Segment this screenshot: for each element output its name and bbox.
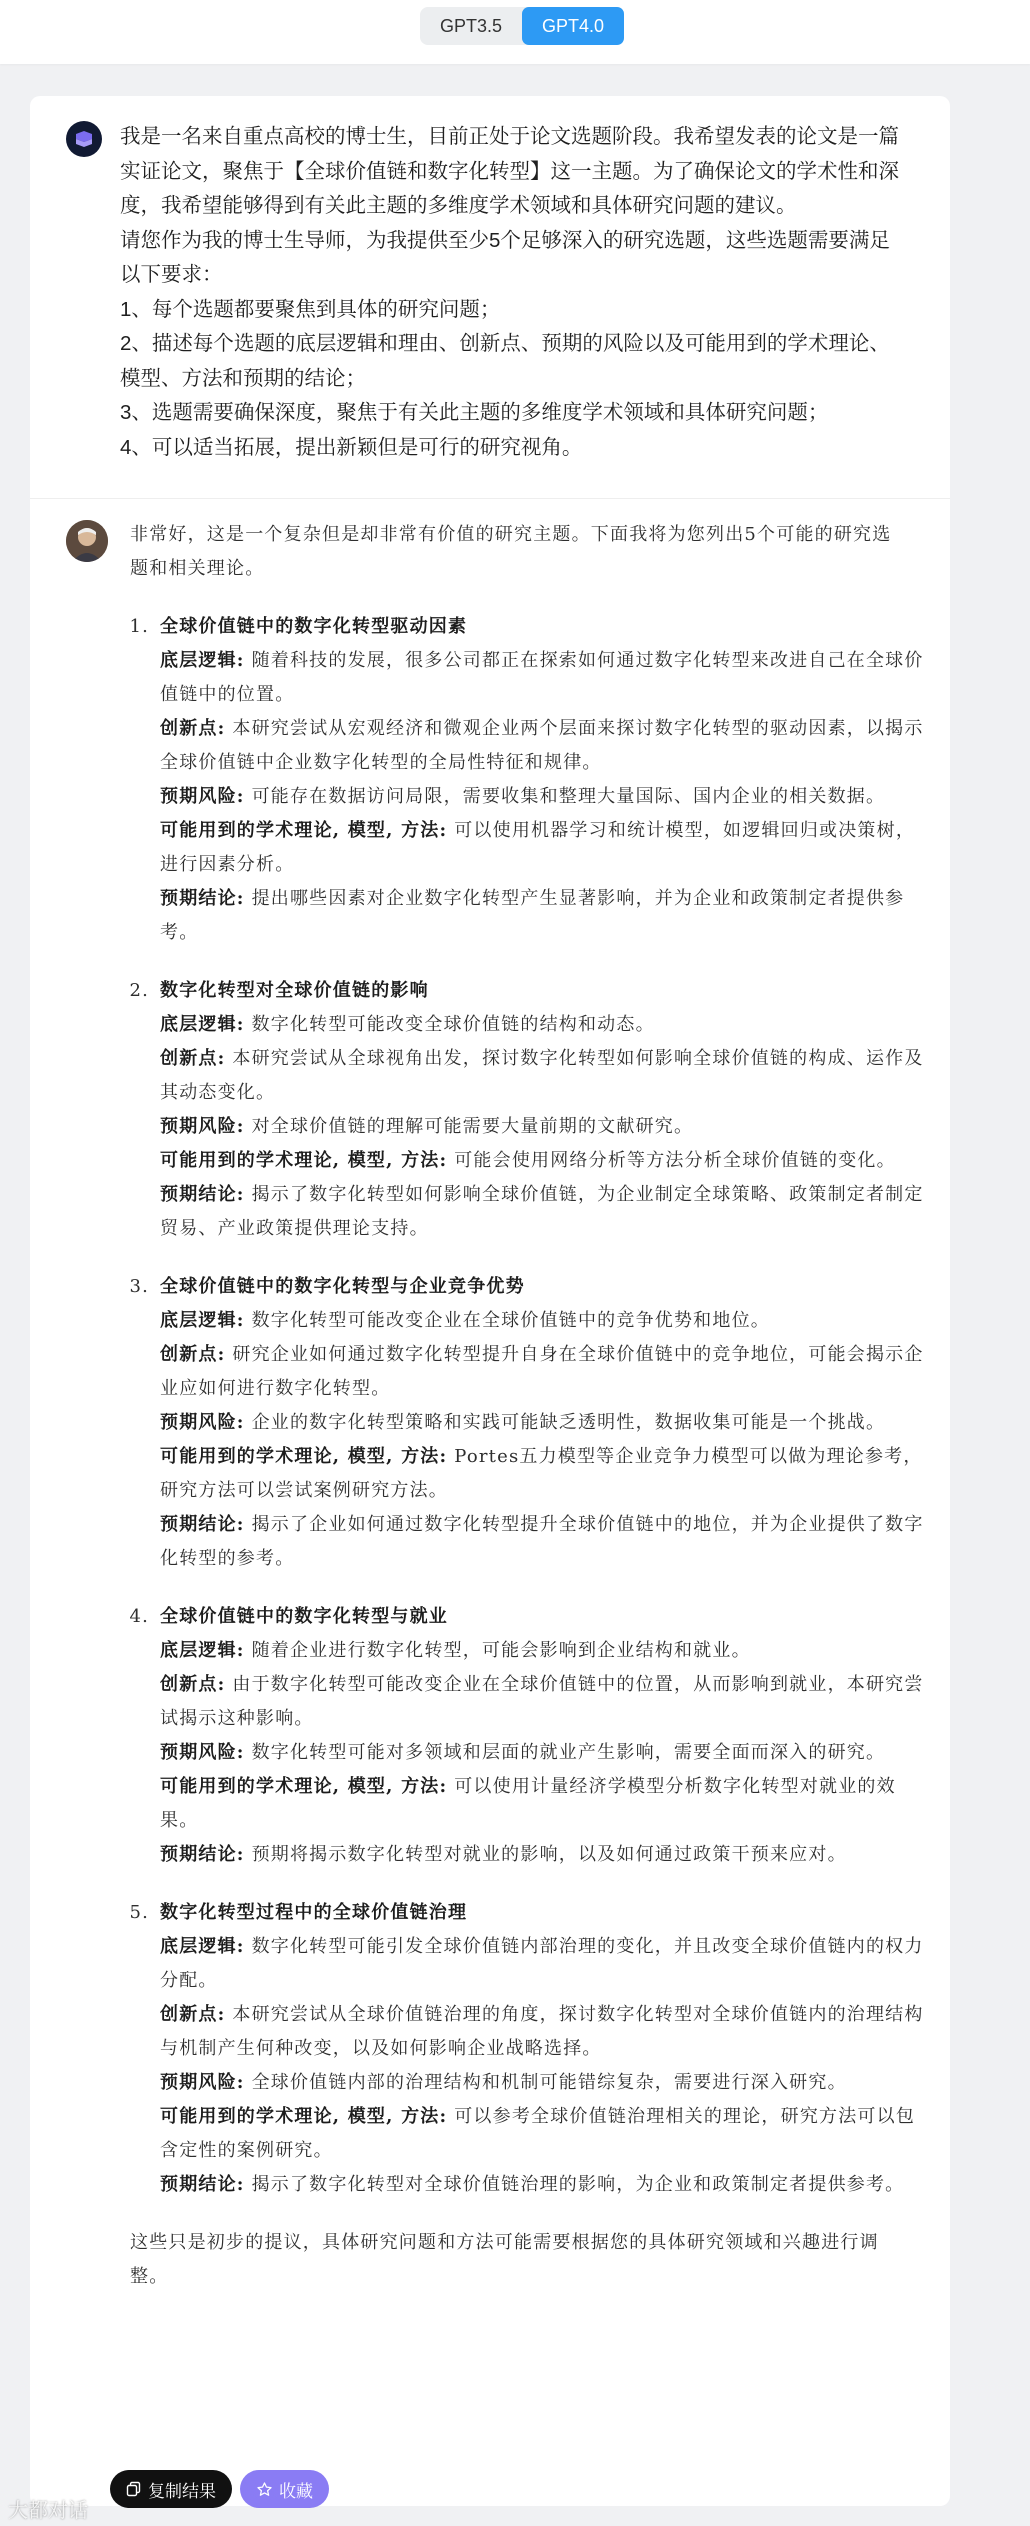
detail-label: 预期风险:	[160, 1742, 245, 1763]
detail-text: 可能会使用网络分析等方法分析全球价值链的变化。	[447, 1150, 896, 1171]
detail-text: 可能存在数据访问局限，需要收集和整理大量国际、国内企业的相关数据。	[244, 786, 886, 807]
topic-detail	[160, 814, 930, 882]
user-message-paragraph: 我是一名来自重点高校的博士生，目前正处于论文选题阶段。我希望发表的论文是一篇实证论文，聚焦于【全球价值链和数字化转型】这一主题。为了确保论文的学术性和深度，我希望能够得到有关此主题的多维度学术领域和具体研究问题的建议。	[120, 125, 899, 217]
detail-text: 揭示了数字化转型如何影响全球价值链，为企业制定全球策略、政策制定者制定贸易、产业政策提供理论支持。	[160, 1184, 924, 1239]
detail-text: 对全球价值链的理解可能需要大量前期的文献研究。	[244, 1116, 694, 1137]
topic-title: 4. 全球价值链中的数字化转型与就业	[160, 1606, 448, 1627]
model-switcher	[420, 7, 624, 45]
user-message-requirement: 1、每个选题都要聚焦到具体的研究问题；	[120, 297, 501, 321]
detail-text: Portes五力模型等企业竞争力模型可以做为理论参考，研究方法可以尝试案例研究方法。	[160, 1446, 923, 1501]
topic-detail	[160, 1338, 930, 1406]
detail-text: 由于数字化转型可能改变企业在全球价值链中的位置，从而影响到就业，本研究尝试揭示这种影响。	[160, 1674, 924, 1729]
topic-detail	[160, 1508, 930, 1576]
topic-detail	[160, 1304, 930, 1338]
detail-label: 可能用到的学术理论, 模型, 方法:	[160, 2106, 448, 2127]
user-message-requirement: 2、描述每个选题的底层逻辑和理由、创新点、预期的风险以及可能用到的学术理论、模型、方法和预期的结论；	[120, 332, 890, 390]
detail-text: 全球价值链内部的治理结构和机制可能错综复杂，需要进行深入研究。	[244, 2072, 847, 2093]
tab-gpt40[interactable]: GPT4.0	[522, 7, 624, 45]
detail-text: 数字化转型可能引发全球价值链内部治理的变化，并且改变全球价值链内的权力分配。	[160, 1936, 924, 1991]
watermark: 大都对话	[8, 2500, 88, 2522]
user-message	[120, 120, 910, 465]
detail-label: 可能用到的学术理论, 模型, 方法:	[160, 1446, 448, 1467]
user-message-paragraph: 请您作为我的博士生导师，为我提供至少5个足够深入的研究选题，这些选题需要满足以下要求：	[120, 228, 890, 286]
detail-label: 创新点:	[160, 1048, 226, 1069]
detail-text: 本研究尝试从宏观经济和微观企业两个层面来探讨数字化转型的驱动因素，以揭示全球价值链中企业数字化转型的全局性特征和规律。	[160, 718, 924, 773]
topic-detail	[160, 644, 930, 712]
topic-detail	[160, 1668, 930, 1736]
topic-detail	[160, 1736, 930, 1770]
favorite-label: 收藏	[279, 2481, 313, 2501]
detail-label: 预期结论:	[160, 1844, 245, 1865]
topic-detail	[160, 1178, 930, 1246]
favorite-button[interactable]	[240, 2470, 329, 2508]
assistant-reply	[130, 518, 930, 2294]
star-icon	[256, 2481, 273, 2498]
detail-label: 预期风险:	[160, 2072, 245, 2093]
user-message-requirement: 4、可以适当拓展，提出新颖但是可行的研究视角。	[120, 435, 583, 459]
topic-detail	[160, 1008, 930, 1042]
detail-text: 数字化转型可能改变全球价值链的结构和动态。	[244, 1014, 655, 1035]
detail-label: 预期结论:	[160, 888, 245, 909]
detail-text: 揭示了企业如何通过数字化转型提升全球价值链中的地位，并为企业提供了数字化转型的参考。	[160, 1514, 924, 1569]
detail-label: 底层逻辑:	[160, 650, 245, 671]
detail-label: 预期结论:	[160, 1514, 245, 1535]
topic-item	[156, 1896, 930, 2202]
detail-label: 创新点:	[160, 718, 226, 739]
detail-text: 企业的数字化转型策略和实践可能缺乏透明性，数据收集可能是一个挑战。	[244, 1412, 886, 1433]
topic-detail	[160, 2100, 930, 2168]
detail-text: 揭示了数字化转型对全球价值链治理的影响，为企业和政策制定者提供参考。	[244, 2174, 905, 2195]
topic-detail	[160, 1406, 930, 1440]
detail-label: 创新点:	[160, 1344, 226, 1365]
detail-label: 预期风险:	[160, 786, 245, 807]
action-buttons	[110, 2470, 329, 2508]
detail-text: 本研究尝试从全球视角出发，探讨数字化转型如何影响全球价值链的构成、运作及其动态变化。	[160, 1048, 924, 1103]
detail-label: 可能用到的学术理论, 模型, 方法:	[160, 820, 448, 841]
detail-label: 底层逻辑:	[160, 1936, 245, 1957]
topic-title: 2. 数字化转型对全球价值链的影响	[160, 980, 429, 1001]
assistant-avatar	[66, 520, 108, 562]
copy-result-label: 复制结果	[148, 2481, 216, 2501]
topic-detail	[160, 712, 930, 780]
detail-label: 创新点:	[160, 2004, 226, 2025]
topic-detail	[160, 1440, 930, 1508]
topic-detail	[160, 882, 930, 950]
detail-label: 预期风险:	[160, 1116, 245, 1137]
detail-text: 预期将揭示数字化转型对就业的影响，以及如何通过政策干预来应对。	[244, 1844, 847, 1865]
topic-title: 3. 全球价值链中的数字化转型与企业竞争优势	[160, 1276, 525, 1297]
topic-detail	[160, 1144, 930, 1178]
topic-item	[156, 974, 930, 1246]
copy-icon	[126, 2481, 142, 2497]
detail-text: 数字化转型可能改变企业在全球价值链中的竞争优势和地位。	[244, 1310, 770, 1331]
topic-detail	[160, 780, 930, 814]
detail-text: 研究企业如何通过数字化转型提升自身在全球价值链中的竞争地位，可能会揭示企业应如何进行数字化转型。	[160, 1344, 924, 1399]
reply-outro: 这些只是初步的提议，具体研究问题和方法可能需要根据您的具体研究领域和兴趣进行调整。	[130, 2232, 879, 2287]
topic-detail	[160, 2168, 930, 2202]
detail-text: 提出哪些因素对企业数字化转型产生显著影响，并为企业和政策制定者提供参考。	[160, 888, 905, 943]
topic-detail	[160, 1634, 930, 1668]
topic-detail	[160, 2066, 930, 2100]
topic-detail	[160, 1110, 930, 1144]
topic-list	[130, 610, 930, 2202]
topic-detail	[160, 1042, 930, 1110]
topic-item	[156, 1270, 930, 1576]
detail-label: 可能用到的学术理论, 模型, 方法:	[160, 1776, 448, 1797]
topic-detail	[160, 1838, 930, 1872]
user-message-requirement: 3、选题需要确保深度，聚焦于有关此主题的多维度学术领域和具体研究问题；	[120, 401, 829, 424]
detail-text: 本研究尝试从全球价值链治理的角度，探讨数字化转型对全球价值链内的治理结构与机制产生何种改变，以及如何影响企业战略选择。	[160, 2004, 924, 2059]
detail-label: 预期结论:	[160, 1184, 245, 1205]
topic-detail	[160, 1998, 930, 2066]
detail-label: 预期风险:	[160, 1412, 245, 1433]
tab-gpt35[interactable]: GPT3.5	[440, 16, 503, 36]
detail-text: 可以参考全球价值链治理相关的理论，研究方法可以包含定性的案例研究。	[160, 2106, 916, 2161]
topic-detail	[160, 1930, 930, 1998]
detail-text: 随着科技的发展，很多公司都正在探索如何通过数字化转型来改进自己在全球价值链中的位置。	[160, 650, 924, 705]
detail-label: 底层逻辑:	[160, 1310, 245, 1331]
reply-intro: 非常好，这是一个复杂但是却非常有价值的研究主题。下面我将为您列出5个可能的研究选题和相关理论。	[130, 524, 892, 579]
detail-label: 预期结论:	[160, 2174, 245, 2195]
chat-card	[30, 96, 950, 2506]
detail-text: 数字化转型可能对多领域和层面的就业产生影响，需要全面而深入的研究。	[244, 1742, 886, 1763]
detail-label: 可能用到的学术理论, 模型, 方法:	[160, 1150, 448, 1171]
topic-item	[156, 610, 930, 950]
detail-text: 可以使用机器学习和统计模型，如逻辑回归或决策树，进行因素分析。	[160, 820, 916, 875]
topic-title: 5. 数字化转型过程中的全球价值链治理	[160, 1902, 468, 1923]
bot-avatar-icon	[66, 121, 102, 157]
top-bar	[0, 0, 1030, 64]
topic-title: 1. 全球价值链中的数字化转型驱动因素	[160, 616, 468, 637]
topic-item	[156, 1600, 930, 1872]
copy-result-button[interactable]	[110, 2470, 232, 2508]
topic-detail	[160, 1770, 930, 1838]
message-divider	[30, 498, 950, 499]
detail-label: 底层逻辑:	[160, 1640, 245, 1661]
detail-label: 创新点:	[160, 1674, 226, 1695]
detail-text: 随着企业进行数字化转型，可能会影响到企业结构和就业。	[244, 1640, 751, 1661]
detail-text: 可以使用计量经济学模型分析数字化转型对就业的效果。	[160, 1776, 896, 1831]
detail-label: 底层逻辑:	[160, 1014, 245, 1035]
